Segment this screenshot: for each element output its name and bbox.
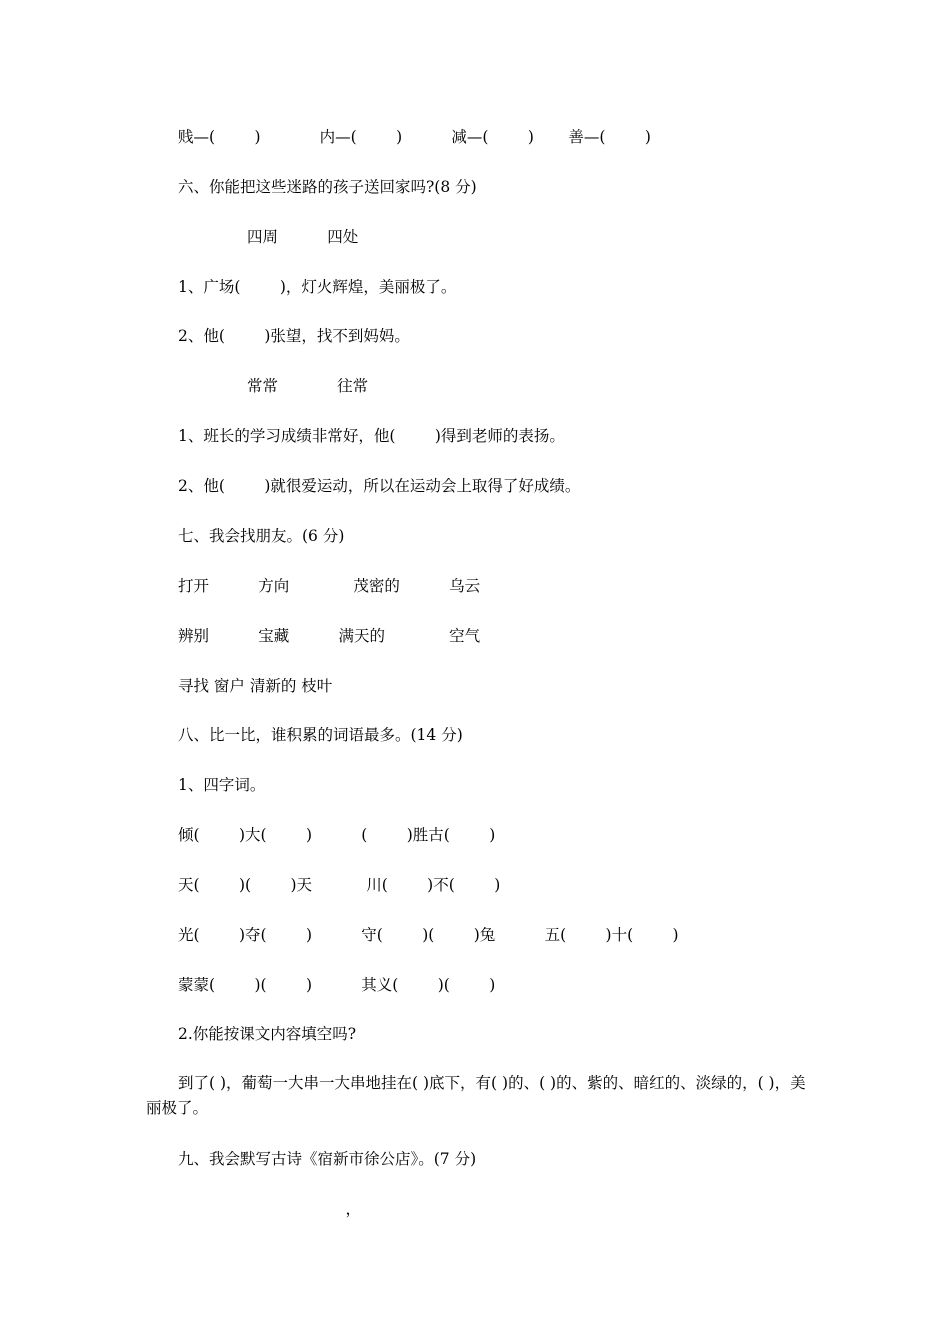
section-seven-heading: 七、我会找朋友。(6 分): [178, 527, 345, 545]
match-row-2: 辨别 宝藏 满天的 空气: [178, 627, 481, 645]
word-choice-row-2: 常常 往常: [178, 377, 369, 395]
subsection-fill-blank: 2.你能按课文内容填空吗?: [178, 1025, 357, 1043]
sentence-1: 1、广场( )，灯火辉煌，美丽极了。: [178, 278, 457, 296]
idiom-row-2: 天( )( )天 川( )不( ): [178, 876, 501, 894]
fill-blank-paragraph-text: 到了( )，葡萄一大串一大串地挂在( )底下，有( )的、( )的、紫的、暗红的、淡绿的，( )，美丽极了。: [146, 1074, 806, 1117]
sentence-2: 2、他( )张望，找不到妈妈。: [178, 327, 410, 345]
antonym-row: 贱—( ) 内—( ) 减—( ) 善—( ): [178, 128, 651, 146]
section-six-heading: 六、你能把这些迷路的孩子送回家吗?(8 分): [178, 178, 477, 196]
match-row-3: 寻找 窗户 清新的 枝叶: [178, 677, 333, 695]
idiom-row-4: 蒙蒙( )( ) 其义( )( ): [178, 976, 496, 994]
idiom-row-3: 光( )夺( ) 守( )( )兔 五( )十( ): [178, 926, 679, 944]
word-choice-row-1: 四周 四处: [178, 228, 359, 246]
section-nine-heading: 九、我会默写古诗《宿新市徐公店》。(7 分): [178, 1150, 477, 1168]
sentence-3: 1、班长的学习成绩非常好，他( )得到老师的表扬。: [178, 427, 565, 445]
section-eight-heading: 八、比一比，谁积累的词语最多。(14 分): [178, 726, 463, 744]
idiom-row-1: 倾( )大( ) ( )胜古( ): [178, 826, 496, 844]
sentence-4: 2、他( )就很爱运动，所以在运动会上取得了好成绩。: [178, 477, 581, 495]
match-row-1: 打开 方向 茂密的 乌云: [178, 577, 481, 595]
subsection-four-char-words: 1、四字词。: [178, 776, 266, 794]
fill-blank-paragraph: [146, 1071, 818, 1121]
poem-line: ，: [178, 1200, 362, 1218]
